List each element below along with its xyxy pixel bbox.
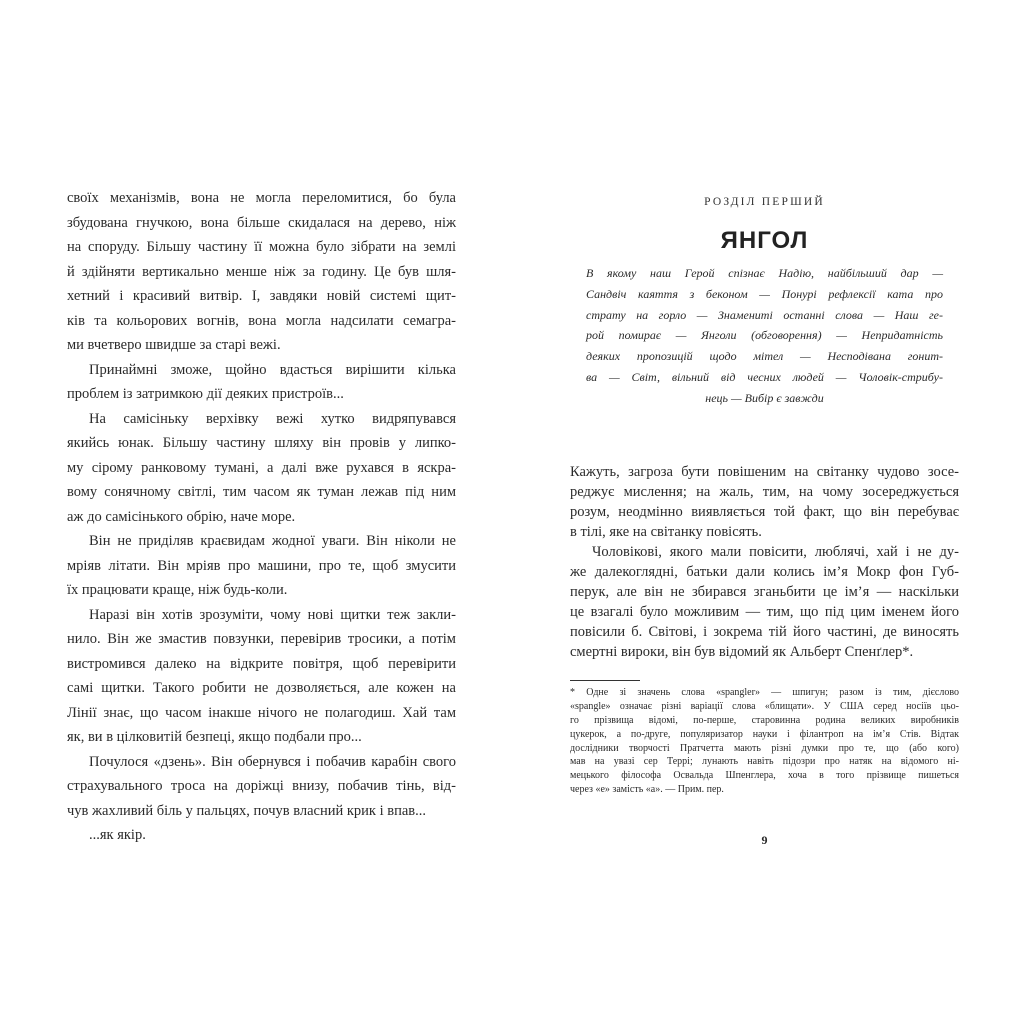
footnote-divider	[570, 680, 640, 681]
footnote	[570, 686, 959, 797]
paragraph	[570, 542, 959, 662]
text-line: хетний і красивий витвір. І, завдяки новій системі щит-	[67, 288, 456, 304]
text-line: вому сонячному світлі, тим часом як туман лежав під ним	[67, 484, 456, 500]
chapter-title: ЯНГОЛ	[720, 227, 809, 254]
text-line: дослідники творчості Пратчетта мають різні думки про те, що (або кого)	[570, 742, 959, 754]
text-line: проблем із затримкою дії деяких пристроїв...	[67, 386, 344, 402]
text-line: нило. Він же змастив повзунки, перевірив тросики, а потім	[67, 631, 456, 647]
left-page	[67, 186, 456, 848]
paragraph	[67, 750, 456, 824]
right-page-body	[570, 462, 959, 662]
text-line: Лінії знає, що часом інакше нічого не полагодиш. Хай там	[67, 704, 456, 721]
text-line: Чоловікові, якого мали повісити, люблячі, хай і не ду-	[592, 544, 959, 560]
chapter-summary	[570, 263, 959, 409]
text-line: вистромився далеко на відкрите повітря, щоб перевірити	[67, 655, 456, 672]
text-line: В якому наш Герой спізнає Надію, найбільший дар —	[586, 266, 943, 280]
text-line: страхувального троса на доріжці внизу, побачив тінь, від-	[67, 778, 456, 794]
left-page-body	[67, 186, 456, 848]
text-line: як, ви в цілковитій безпеці, якщо подбали про...	[67, 729, 362, 745]
text-line: повісили б. Світові, і зокрема тій його частині, де виносять	[570, 624, 959, 640]
paragraph	[67, 603, 456, 750]
paragraph	[67, 823, 456, 848]
text-line: страту на горло — Знамениті останні слова — Наш ге-	[586, 307, 943, 322]
text-line: Почулося «дзень». Він обернувся і побачив карабін свого	[89, 753, 456, 770]
text-line: цукерок, а по-друге, популяризатор науки і філантроп на ім’я Стів. Відтак	[570, 728, 959, 740]
text-line: на споруду. Більшу частину її можна було зібрати на землі	[67, 239, 456, 255]
text-line: їх працювати краще, ніж будь-коли.	[67, 582, 288, 598]
text-line: * Одне зі значень слова «spangler» — шпигун; разом із тим, дієслово	[570, 687, 959, 698]
text-line: смертні вироки, він був відомий як Альберт Спенґлер*.	[570, 644, 914, 660]
text-line: рой помирає — Янголи (обговорення) — Непридатність	[586, 328, 943, 343]
text-line: це взагалі було можливим — тим, що під цим іменем його	[570, 604, 959, 620]
text-line: деяких пропозицій щодо мітел — Несподівана гонит-	[586, 349, 943, 364]
paragraph	[67, 529, 456, 603]
page-number: 9	[761, 833, 768, 847]
text-line: ми вчетверо швидше за старі вежі.	[67, 337, 281, 353]
text-line: аж до самісінького обрію, наче море.	[67, 508, 296, 525]
paragraph	[67, 186, 456, 358]
text-line: своїх механізмів, вона не могла переломитися, бо була	[67, 190, 456, 206]
paragraph	[67, 407, 456, 530]
text-line: в тілі, яке на світанку повісять.	[570, 524, 762, 540]
text-line: ва — Світ, вільний від чесних людей — Чоловік-стрибу-	[586, 369, 943, 384]
text-line: Кажуть, загроза бути повішеним на світанку чудово зосе-	[570, 464, 959, 480]
text-line: Сандвіч каяття з беконом — Понурі рефлексії ката про	[586, 286, 943, 301]
text-line: Принаймні зможе, щойно вдасться вирішити кілька	[89, 361, 456, 378]
text-line: збудована гнучкою, вона більше скидалася на дерево, ніж	[67, 214, 456, 231]
text-line: чув жахливий біль у пальцях, почув власний крик і впав...	[67, 802, 427, 819]
text-line: мріяв літати. Він мріяв про машини, про те, щоб змусити	[67, 557, 456, 574]
text-line: через «е» замість «а». — Прим. пер.	[570, 784, 724, 796]
text-line: самі щитки. Такого робити не дозволяється, але кожен на	[67, 680, 456, 696]
text-line: На самісіньку верхівку вежі хутко видряпувався	[89, 410, 456, 427]
text-line: реджує мислення; на жаль, тим, на чому зосереджується	[570, 484, 959, 500]
text-line: ...як якір.	[89, 827, 146, 843]
text-line: перук, але він не збирався зганьбити це ім’я — наскільки	[570, 584, 959, 600]
text-line: розум, неодмінно виявляється той факт, що він перебуває	[570, 504, 959, 520]
text-line: й здійняти вертикально менше ніж за годину. Це був шля-	[67, 263, 456, 280]
text-line: мецького філософа Освальда Шпенглера, хоча в того прізвище пишеться	[570, 770, 959, 782]
text-line: го прізвища відомі, по-перше, старовинна родина великих виробників	[570, 714, 959, 726]
text-line: Наразі він хотів зрозуміти, чому нові щитки теж закли-	[89, 606, 456, 623]
text-line: мав на увазі сер Террі; лунають навіть підозри про натяк на відомого ні-	[570, 756, 959, 768]
text-line: ків та кольорових вогнів, вона могла надсилати семагра-	[67, 312, 456, 329]
text-line: Він не приділяв краєвидам жодної уваги. Він ніколи не	[89, 533, 456, 549]
text-line: му сірому ранковому тумані, а далі вже рухався в яскра-	[67, 459, 456, 476]
paragraph	[570, 462, 959, 542]
chapter-label: РОЗДІЛ ПЕРШИЙ	[704, 196, 825, 208]
text-line: «spangle» означає різні варіації слова «блищати». У США серед носіїв цьо-	[570, 700, 959, 712]
text-line: якийсь юнак. Більшу частину шляху він провів у липко-	[67, 435, 456, 451]
paragraph	[67, 358, 456, 407]
text-line: нець — Вибір є завжди	[705, 390, 824, 405]
text-line: же далекоглядні, батьки дали колись ім’я Мокр фон Губ-	[570, 564, 959, 580]
